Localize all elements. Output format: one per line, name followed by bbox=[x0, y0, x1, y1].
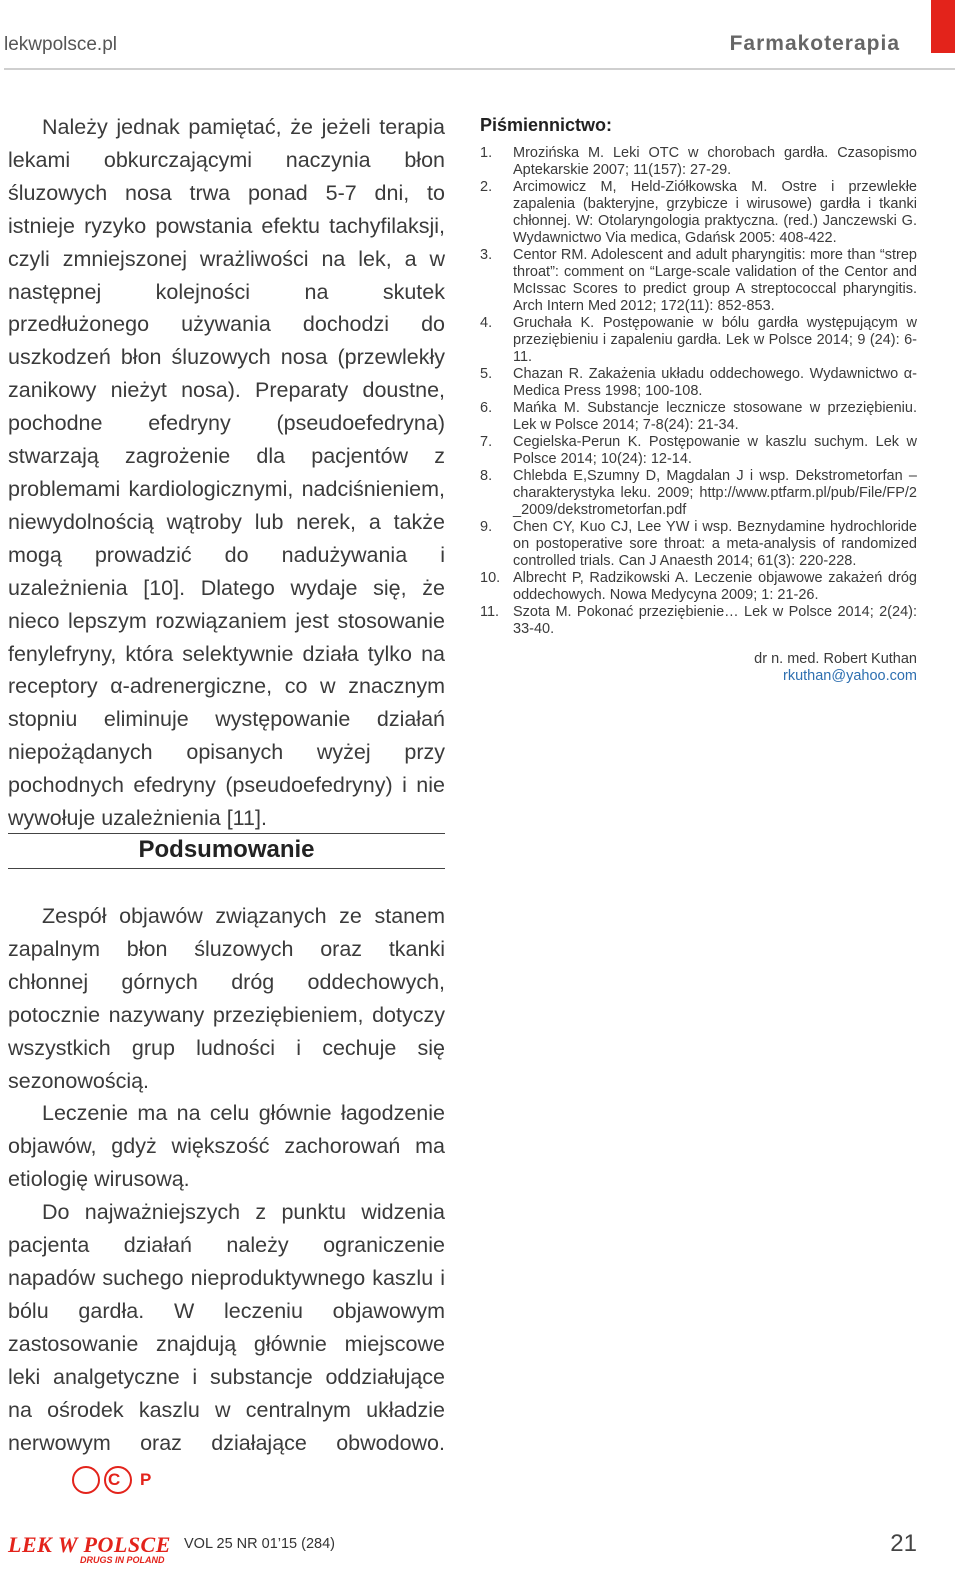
reference-text: Chen CY, Kuo CJ, Lee YW i wsp. Beznydamine hydrochloride on postoperative sore throat: a meta-analysis of randomized controlled trials. Can J Anaesth 2014; 61(3): 220-228. bbox=[513, 519, 917, 569]
reference-item bbox=[480, 468, 917, 519]
reference-item bbox=[480, 315, 917, 366]
header-site-link[interactable]: lekwpolsce.pl bbox=[4, 34, 117, 55]
reference-item bbox=[480, 179, 917, 247]
logo-title: LEK W POLSCE bbox=[8, 1532, 171, 1557]
copyright-mark-icon: C bbox=[72, 1466, 100, 1494]
reference-item bbox=[480, 570, 917, 604]
p-mark-icon: P bbox=[104, 1466, 132, 1494]
reference-number: 9. bbox=[480, 519, 493, 535]
reference-item bbox=[480, 400, 917, 434]
issue-info: VOL 25 NR 01’15 (284) bbox=[184, 1536, 335, 1552]
reference-number: 3. bbox=[480, 247, 493, 263]
reference-item bbox=[480, 519, 917, 570]
reference-number: 6. bbox=[480, 400, 493, 416]
reference-item bbox=[480, 247, 917, 315]
reference-text: Chlebda E,Szumny D, Magdalan J i wsp. Dekstrometorfan – charakterystyka leku. 2009; http://www.ptfarm.pl/pub/File/FP/2 _2009/dekstrometorfan.pdf bbox=[513, 468, 917, 518]
author-name: dr n. med. Robert Kuthan bbox=[754, 651, 917, 667]
main-paragraph: Należy jednak pamiętać, że jeżeli terapia lekami obkurczającymi naczynia błon śluzowych nosa trwa ponad 5-7 dni, to istnieje ryzyko powstania efektu tachyfilaksji, czyli zmniejszonej wrażliwości na lek, a w następnej kolejności na skutek przedłużonego używania dochodzi do uszkodzeń błon śluzowych nosa (przewlekły zanikowy nieżyt nosa). Preparaty doustne, pochodne efedryny (pseudoefedryna) stwarzają zagrożenie dla pacjentów z problemami kardiologicznymi, nadciśnieniem, niewydolnością wątroby lub nerek, a także mogą prowadzić do nadużywania i uzależnienia [10]. Dlatego wydaje się, że nieco lepszym rozwiązaniem jest stosowanie fenylefryny, która selektywnie działa tylko na receptory α-adrenergiczne, co w znacznym stopniu eliminuje występowanie działań niepożądanych opisanych wyżej przy pochodnych efedryny (pseudoefedryny) i nie wywołuje uzależnienia [11]. bbox=[8, 115, 445, 831]
summary-text bbox=[8, 900, 445, 1495]
header-divider bbox=[4, 68, 955, 70]
reference-item bbox=[480, 434, 917, 468]
summary-heading: Podsumowanie bbox=[138, 836, 315, 863]
references-list bbox=[480, 145, 917, 638]
author-email-link[interactable]: rkuthan@yahoo.com bbox=[782, 668, 917, 684]
summary-paragraph: Zespół objawów związanych ze stanem zapalnym błon śluzowych oraz tkanki chłonnej górnych dróg oddechowych, potocznie nazywany przeziębieniem, dotyczy wszystkich grup ludności i cechuje się sezonowością. bbox=[8, 904, 445, 1093]
reference-text: Gruchała K. Postępowanie w bólu gardła występującym w przeziębieniu i zapaleniu gardła. Lek w Polsce 2014; 9 (24): 6-11. bbox=[513, 315, 917, 365]
reference-text: Mańka M. Substancje lecznicze stosowane w przeziębieniu. Lek w Polsce 2014; 7-8(24): 21-34. bbox=[513, 400, 917, 433]
summary-paragraph: Leczenie ma na celu głównie łagodzenie objawów, gdyż większość zachorowań ma etiologię wirusową. bbox=[8, 1101, 445, 1192]
reference-text: Albrecht P, Radzikowski A. Leczenie objawowe zakażeń dróg oddechowych. Nowa Medycyna 2009; 1: 21-26. bbox=[513, 570, 917, 603]
reference-number: 10. bbox=[480, 570, 501, 586]
summary-rule-bottom bbox=[8, 868, 445, 869]
reference-text: Mrozińska M. Leki OTC w chorobach gardła. Czasopismo Aptekarskie 2007; 11(157): 27-29. bbox=[513, 145, 917, 178]
reference-number: 4. bbox=[480, 315, 493, 331]
references-heading: Piśmiennictwo: bbox=[480, 115, 613, 135]
summary-rule-top bbox=[8, 833, 445, 834]
logo-subtitle: DRUGS IN POLAND bbox=[80, 1555, 165, 1565]
page-number: 21 bbox=[890, 1530, 917, 1557]
main-article-text bbox=[8, 111, 445, 835]
reference-item bbox=[480, 604, 917, 638]
header-section-title: Farmakoterapia bbox=[729, 32, 900, 55]
reference-number: 2. bbox=[480, 179, 493, 195]
reference-number: 8. bbox=[480, 468, 493, 484]
reference-text: Chazan R. Zakażenia układu oddechowego. Wydawnictwo α-Medica Press 1998; 100-108. bbox=[513, 366, 917, 399]
reference-number: 11. bbox=[480, 604, 500, 620]
reference-text: Arcimowicz M, Held-Ziółkowska M. Ostre i przewlekłe zapalenia (bakteryjne, grzybicze i wirusowe) gardła i tkanki chłonnej. W: Otolaryngologia praktyczna. (red.) Janczewski G. Wydawnictwo Via medica, Gdańsk 2005: 408-422. bbox=[513, 179, 917, 246]
reference-text: Centor RM. Adolescent and adult pharyngitis: more than “strep throat”: comment on “Large-scale validation of the Centor and McIssac Scores to predict group A streptococcal pharyngitis. Arch Intern Med 2012; 172(11): 852-853. bbox=[513, 247, 917, 314]
reference-item bbox=[480, 366, 917, 400]
reference-number: 7. bbox=[480, 434, 493, 450]
summary-paragraph-text: Do najważniejszych z punktu widzenia pacjenta działań należy ograniczenie napadów suchego nieproduktywnego kaszlu i bólu gardła. W leczeniu objawowym zastosowanie znajdują głównie miejscowe leki analgetyczne i substancje oddziałujące na ośrodek kaszlu w centralnym układzie nerwowym oraz działające obwodowo. bbox=[8, 1200, 445, 1455]
section-color-tab bbox=[931, 0, 955, 53]
reference-number: 1. bbox=[480, 145, 493, 161]
reference-number: 5. bbox=[480, 366, 493, 382]
author-block bbox=[480, 651, 917, 685]
summary-paragraph-last bbox=[8, 1196, 445, 1495]
reference-text: Cegielska-Perun K. Postępowanie w kaszlu suchym. Lek w Polsce 2014; 10(24): 12-14. bbox=[513, 434, 917, 467]
reference-item bbox=[480, 145, 917, 179]
magazine-logo bbox=[8, 1532, 171, 1565]
end-marks bbox=[34, 1462, 152, 1495]
reference-text: Szota M. Pokonać przeziębienie… Lek w Polsce 2014; 2(24): 33-40. bbox=[513, 604, 917, 637]
